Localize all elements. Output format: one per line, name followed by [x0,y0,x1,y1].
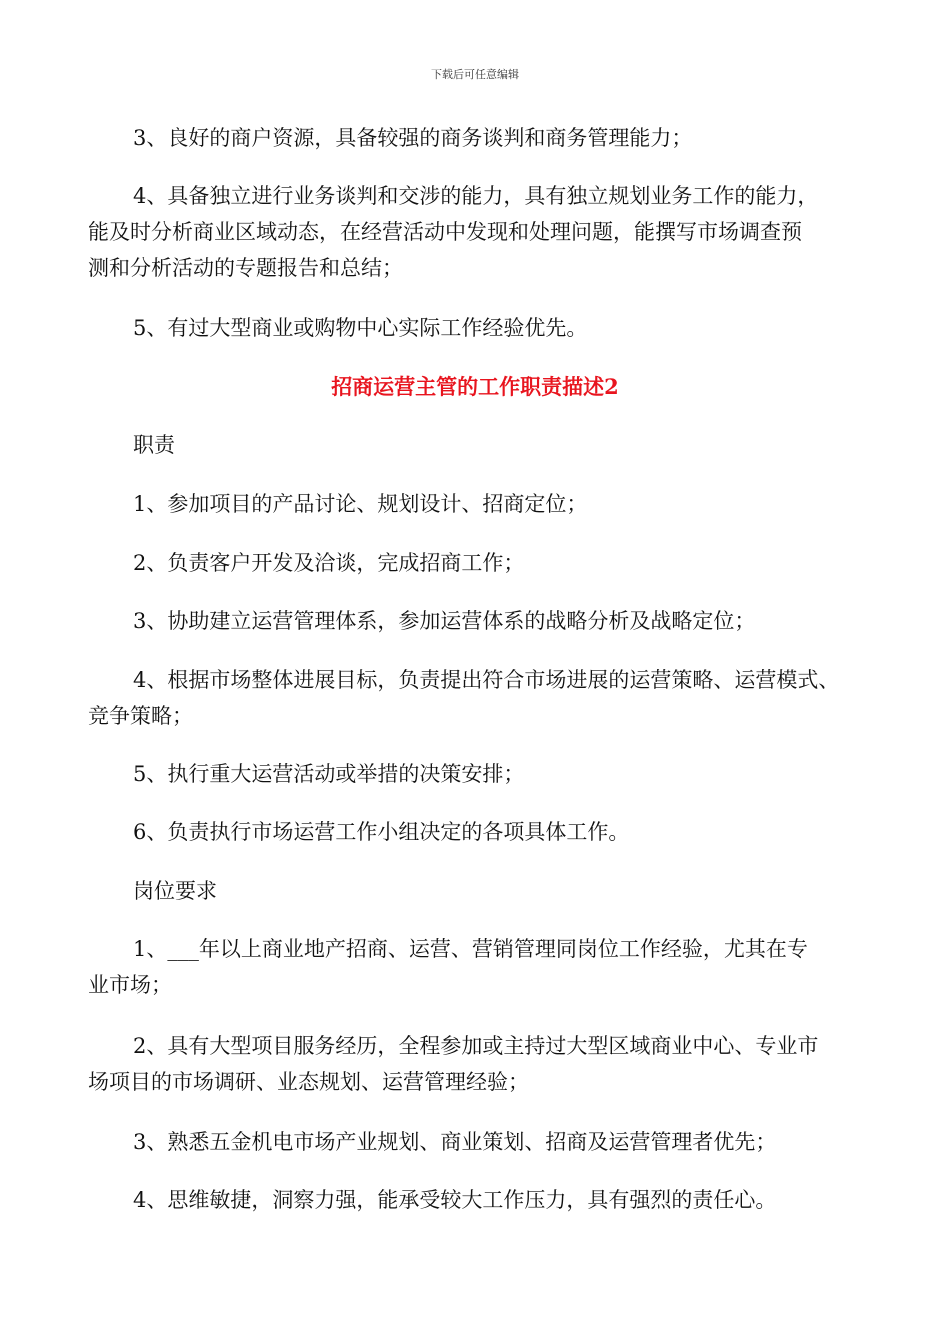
list-item-line: 5、有过大型商业或购物中心实际工作经验优先。 [133,316,588,340]
list-item [88,603,878,639]
subsection-title-requirements [88,873,878,909]
list-item-line: 3、熟悉五金机电市场产业规划、商业策划、招商及运营管理者优先； [133,1130,777,1154]
list-item [88,931,878,1003]
section-heading: 招商运营主管的工作职责描述2 [331,374,619,399]
list-item [88,486,878,522]
list-item-line: 业市场； [88,973,172,997]
list-item-line: 6、负责执行市场运营工作小组决定的各项具体工作。 [133,820,630,844]
list-item [88,756,878,792]
list-item-line: 4、具备独立进行业务谈判和交涉的能力，具有独立规划业务工作的能力， [133,184,819,208]
list-item [88,545,878,581]
list-item [88,1124,878,1160]
list-item-line: 5、执行重大运营活动或举措的决策安排； [133,762,525,786]
list-item [88,120,878,156]
list-item-line: 能及时分析商业区域动态，在经营活动中发现和处理问题，能撰写市场调查预 [88,220,802,244]
list-item [88,1028,878,1100]
header-note: 下载后可任意编辑 [431,68,519,81]
list-item [88,310,878,346]
list-item-line: 场项目的市场调研、业态规划、运营管理经验； [88,1070,529,1094]
duties-title: 职责 [133,433,175,457]
list-item-line: 3、良好的商户资源，具备较强的商务谈判和商务管理能力； [133,126,693,150]
requirements-title: 岗位要求 [133,879,217,903]
list-item-line: 测和分析活动的专题报告和总结； [88,256,403,280]
list-item [88,178,878,286]
list-item-line: 2、具有大型项目服务经历，全程参加或主持过大型区域商业中心、专业市 [133,1034,819,1058]
list-item [88,814,878,850]
list-item [88,662,878,734]
subsection-title-duties [88,427,878,463]
list-item-line: 1、参加项目的产品讨论、规划设计、招商定位； [133,492,588,516]
list-item-line: 竞争策略； [88,704,193,728]
list-item-line: 1、___年以上商业地产招商、运营、营销管理同岗位工作经验，尤其在专 [133,937,808,961]
list-item-line: 3、协助建立运营管理体系，参加运营体系的战略分析及战略定位； [133,609,756,633]
list-item-line: 4、思维敏捷，洞察力强，能承受较大工作压力，具有强烈的责任心。 [133,1188,777,1212]
list-item-line: 2、负责客户开发及洽谈，完成招商工作； [133,551,525,575]
list-item [88,1182,878,1218]
list-item-line: 4、根据市场整体进展目标，负责提出符合市场进展的运营策略、运营模式、 [133,668,840,692]
